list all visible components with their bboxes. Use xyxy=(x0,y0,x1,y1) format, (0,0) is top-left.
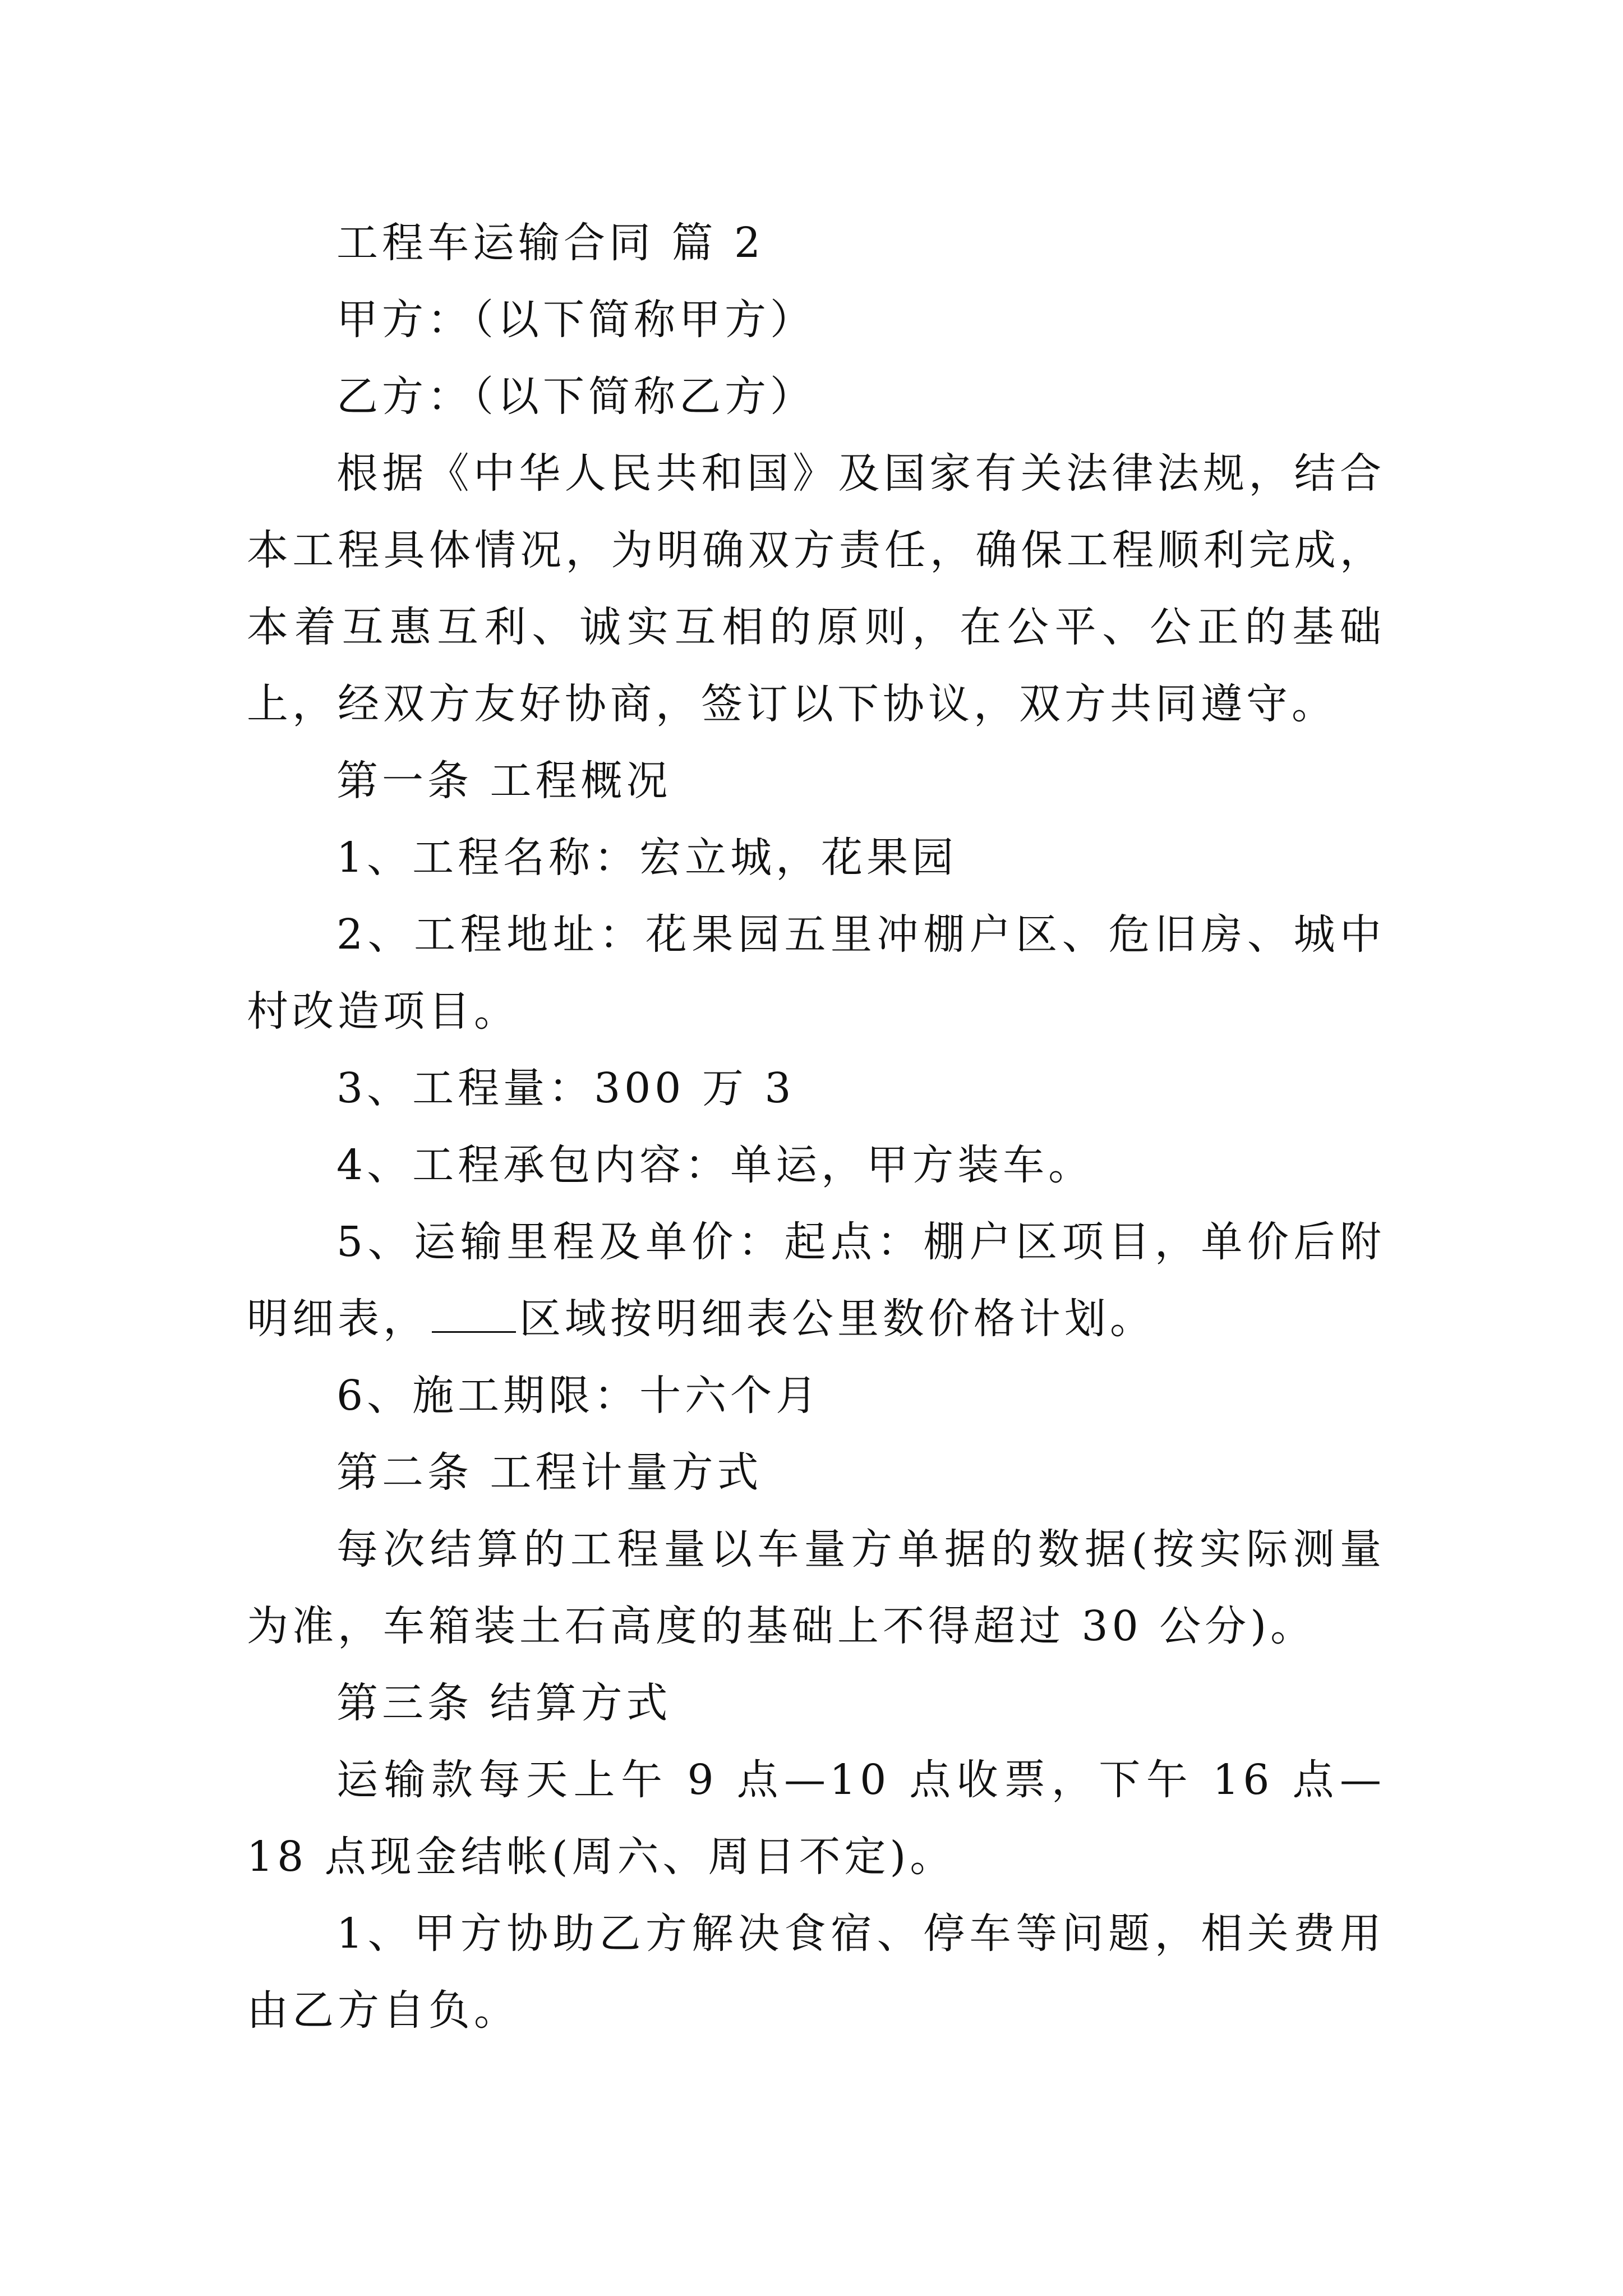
article-3-paragraph: 运输款每天上午 9 点—10 点收票，下午 16 点—18 点现金结帐(周六、周日不定)。 xyxy=(247,1756,1385,1881)
project-address-item: 2、工程地址：花果园五里冲棚户区、危旧房、城中村改造项目。 xyxy=(247,910,1385,1036)
contract-scope-item: 4、工程承包内容：单运，甲方装车。 xyxy=(336,1141,1094,1189)
article-2-heading: 第二条 工程计量方式 xyxy=(336,1448,763,1497)
article-3-heading: 第三条 结算方式 xyxy=(336,1679,672,1727)
party-b-line: 乙方：（以下简称乙方） xyxy=(336,372,815,421)
project-quantity-item: 3、工程量：300 万 3 xyxy=(336,1064,795,1112)
party-a-line: 甲方：（以下简称甲方） xyxy=(336,296,815,344)
article-2-paragraph: 每次结算的工程量以车量方单据的数据(按实际测量为准，车箱装土石高度的基础上不得超过 30 公分)。 xyxy=(247,1525,1385,1650)
document-title: 工程车运输合同 篇 2 xyxy=(336,219,765,267)
intro-paragraph: 根据《中华人民共和国》及国家有关法律法规，结合本工程具体情况，为明确双方责任，确保工程顺利完成，本着互惠互利、诚实互相的原则，在公平、公正的基础上，经双方友好协商，签订以下协议，双方共同遵守。 xyxy=(247,449,1385,728)
mileage-price-text-start: 5、运输里程及单价：起点：棚户区项目，单价后附明细表， xyxy=(247,1218,1385,1343)
fill-in-blank xyxy=(432,1297,516,1333)
project-name-item: 1、工程名称：宏立城，花果园 xyxy=(336,834,958,882)
mileage-price-text-end: 区域按明细表公里数价格计划。 xyxy=(519,1295,1155,1343)
mileage-price-item xyxy=(247,1204,1385,1358)
construction-period-item: 6、施工期限：十六个月 xyxy=(336,1372,822,1420)
document-body xyxy=(247,205,1385,2049)
article-1-heading: 第一条 工程概况 xyxy=(336,757,672,805)
article-3-item-1: 1、甲方协助乙方解决食宿、停车等问题，相关费用由乙方自负。 xyxy=(247,1910,1385,2035)
